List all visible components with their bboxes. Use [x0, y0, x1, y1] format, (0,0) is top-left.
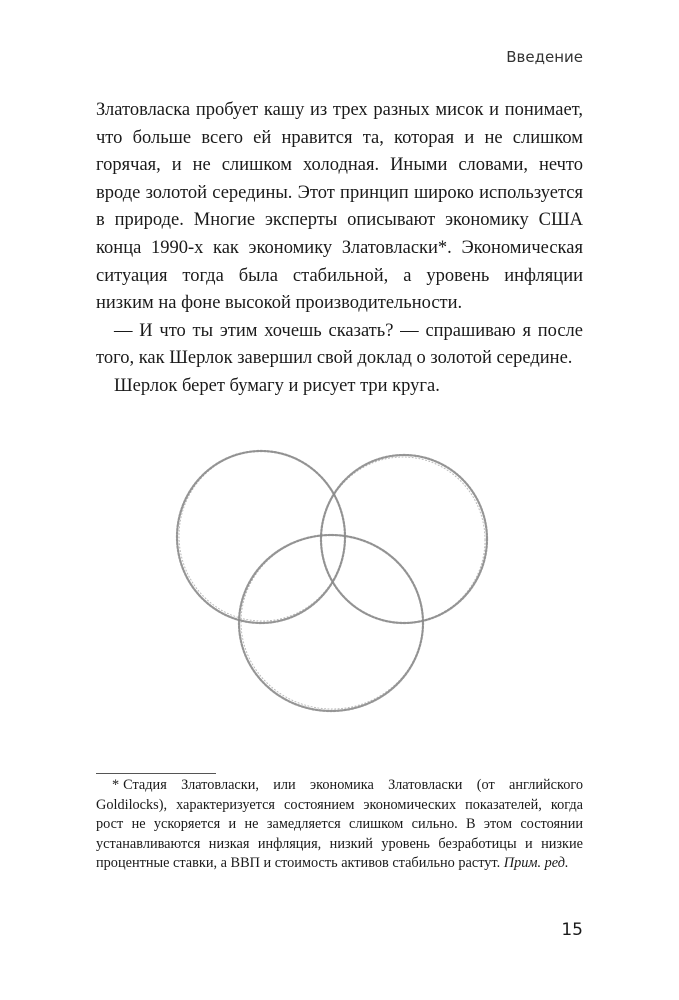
page-number: 15 — [561, 920, 583, 940]
footnote-marker: * — [112, 777, 120, 793]
footnote-text: Стадия Златовласки, или экономика Златовласки (от английского Goldilocks), характеризуется состоянием экономических показателей, когда рост не ускоряется и не замедляется слишком сильно. В этом состоянии устанавливаются низкая инфляция, низкий уровень безработицы и низкие процентные ставки, а ВВП и стоимость активов стабильно растут. — [96, 777, 583, 871]
circle-left — [177, 451, 345, 623]
running-head: Введение — [506, 48, 583, 66]
footnote — [96, 776, 583, 874]
paragraph-2: — И что ты этим хочешь сказать? — спрашиваю я после того, как Шерлок завершил свой доклад о золотой середине. — [96, 320, 583, 369]
footnote-separator — [96, 773, 216, 774]
body-text — [96, 97, 583, 401]
editor-note-label: Прим. ред. — [503, 855, 569, 871]
three-circles-drawing — [170, 440, 510, 720]
paragraph-1: Златовласка пробует кашу из трех разных мисок и понимает, что больше всего ей нравится та, которая и не слишком горячая, и не слишком холодная. Иными словами, нечто вроде золотой середины. Этот принцип широко используется в природе. Многие эксперты описывают экономику США конца 1990-х как экономику Златовласки*. Экономическая ситуация тогда была стабильной, а уровень инфляции низким на фоне высокой производительности. — [96, 100, 583, 314]
paragraph-3: Шерлок берет бумагу и рисует три круга. — [114, 375, 440, 396]
